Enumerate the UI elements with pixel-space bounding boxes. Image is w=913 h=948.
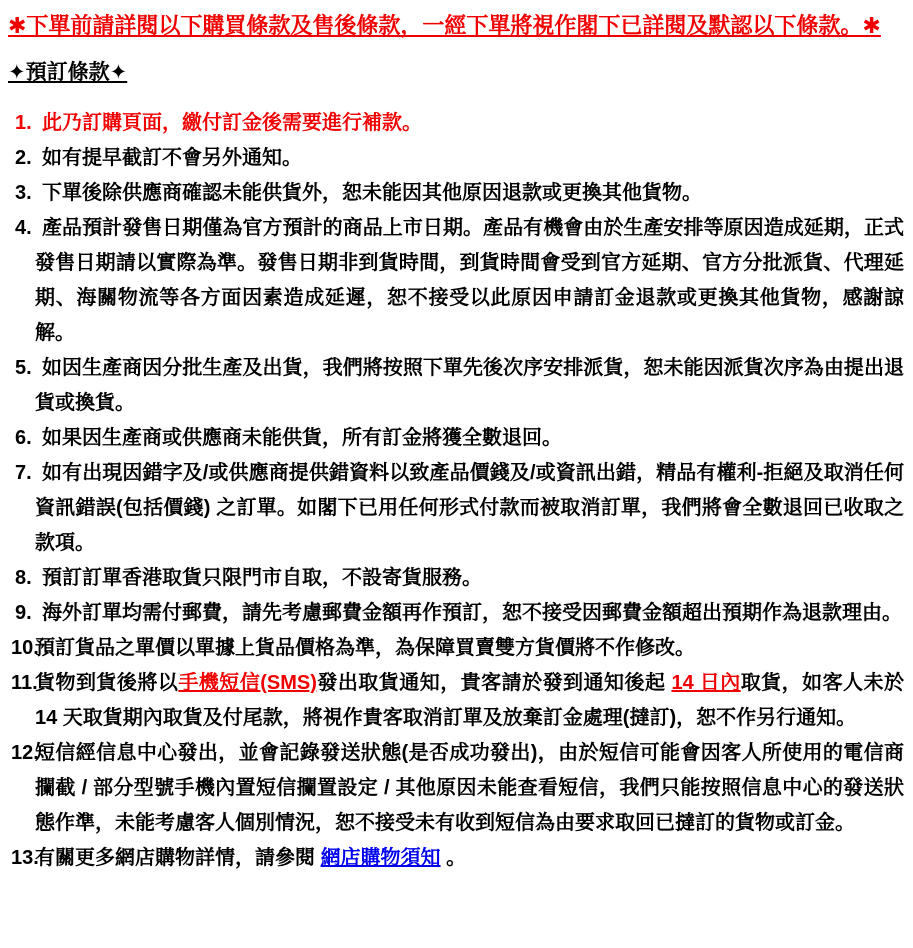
shop-guide-link[interactable]: 網店購物須知 <box>320 847 441 869</box>
section-title-preorder-terms: ✦預訂條款✦ <box>8 61 128 84</box>
term-item-11 <box>8 666 904 736</box>
purchase-notice-banner: ✱下單前請詳閱以下購買條款及售後條款，一經下單將視作閣下已詳閱及默認以下條款。✱ <box>8 13 881 38</box>
term-text-segment: 預訂訂單香港取貨只限門市自取，不設寄貨服務。 <box>42 567 482 589</box>
term-text-segment: 海外訂單均需付郵費，請先考慮郵費金額再作預訂，恕不接受因郵費金額超出預期作為退款理由。 <box>42 602 902 624</box>
term-number: 1. <box>15 112 32 134</box>
term-text-segment: 發出取貨通知，貴客請於發到通知後起 <box>316 672 672 694</box>
terms-list <box>8 106 904 876</box>
term-item-2 <box>8 141 904 176</box>
term-text-segment: 取貨，如客人未於 14 天取貨期內取貨及付尾款，將視作貴客取消訂單及放棄訂金處理(撻訂)，恕不作另行通知。 <box>35 672 905 729</box>
term-text-segment: 貨物到貨後將以 <box>35 672 179 694</box>
term-item-5 <box>8 351 904 421</box>
term-item-3 <box>8 176 904 211</box>
term-text-segment: 如有出現因錯字及/或供應商提供錯資料以致產品價錢及/或資訊出錯，精品有權利-拒絕及取消任何資訊錯誤(包括價錢) 之訂單。如閣下已用任何形式付款而被取消訂單，我們將會全數退回已收取之款項。 <box>35 462 904 554</box>
term-item-7 <box>8 456 904 561</box>
term-number: 5. <box>15 357 32 379</box>
term-number: 7. <box>15 462 32 484</box>
term-text-segment: 產品預計發售日期僅為官方預計的商品上市日期。產品有機會由於生產安排等原因造成延期，正式發售日期請以實際為準。發售日期非到貨時間，到貨時間會受到官方延期、官方分批派貨、代理延期、海關物流等各方面因素造成延遲，恕不接受以此原因申請訂金退款或更換其他貨物，感謝諒解。 <box>35 217 904 344</box>
term-text-segment: 此乃訂購頁面，繳付訂金後需要進行補款。 <box>42 112 422 134</box>
term-item-1 <box>8 106 904 141</box>
term-item-4 <box>8 211 904 351</box>
term-item-10 <box>8 631 904 666</box>
term-number: 10. <box>11 637 39 659</box>
term-number: 11. <box>11 672 38 694</box>
term-number: 3. <box>15 182 32 204</box>
term-text-segment: 如有提早截訂不會另外通知。 <box>42 147 302 169</box>
term-number: 6. <box>15 427 32 449</box>
term-number: 4. <box>15 217 32 239</box>
term-text-segment: 有關更多網店購物詳情，請參閱 <box>35 847 321 869</box>
term-number: 9. <box>15 602 32 624</box>
term-number: 13. <box>11 847 39 869</box>
term-item-6 <box>8 421 904 456</box>
term-item-13 <box>8 841 904 876</box>
term-text-segment: 手機短信(SMS) <box>178 672 317 694</box>
term-text-segment: 預訂貨品之單價以單據上貨品價格為準，為保障買賣雙方貨價將不作修改。 <box>35 637 695 659</box>
term-text-segment: 短信經信息中心發出，並會記錄發送狀態(是否成功發出)，由於短信可能會因客人所使用的電信商攔截 / 部分型號手機內置短信攔置設定 / 其他原因未能查看短信，我們只能按照信息中心的發送狀態作準，未能考慮客人個別情況，恕不接受未有收到短信為由要求取回已撻訂的貨物或訂金。 <box>35 742 904 834</box>
term-item-8 <box>8 561 904 596</box>
term-text-segment: 。 <box>440 847 467 869</box>
term-text-segment: 如因生產商因分批生產及出貨，我們將按照下單先後次序安排派貨，恕未能因派貨次序為由提出退貨或換貨。 <box>35 357 904 414</box>
term-text-segment: 14 日內 <box>671 672 741 694</box>
term-item-12 <box>8 736 904 841</box>
term-number: 2. <box>15 147 32 169</box>
term-text-segment: 下單後除供應商確認未能供貨外，恕未能因其他原因退款或更換其他貨物。 <box>42 182 702 204</box>
term-number: 12. <box>11 742 39 764</box>
term-text-segment: 如果因生產商或供應商未能供貨，所有訂金將獲全數退回。 <box>42 427 562 449</box>
term-number: 8. <box>15 567 32 589</box>
term-item-9 <box>8 596 904 631</box>
